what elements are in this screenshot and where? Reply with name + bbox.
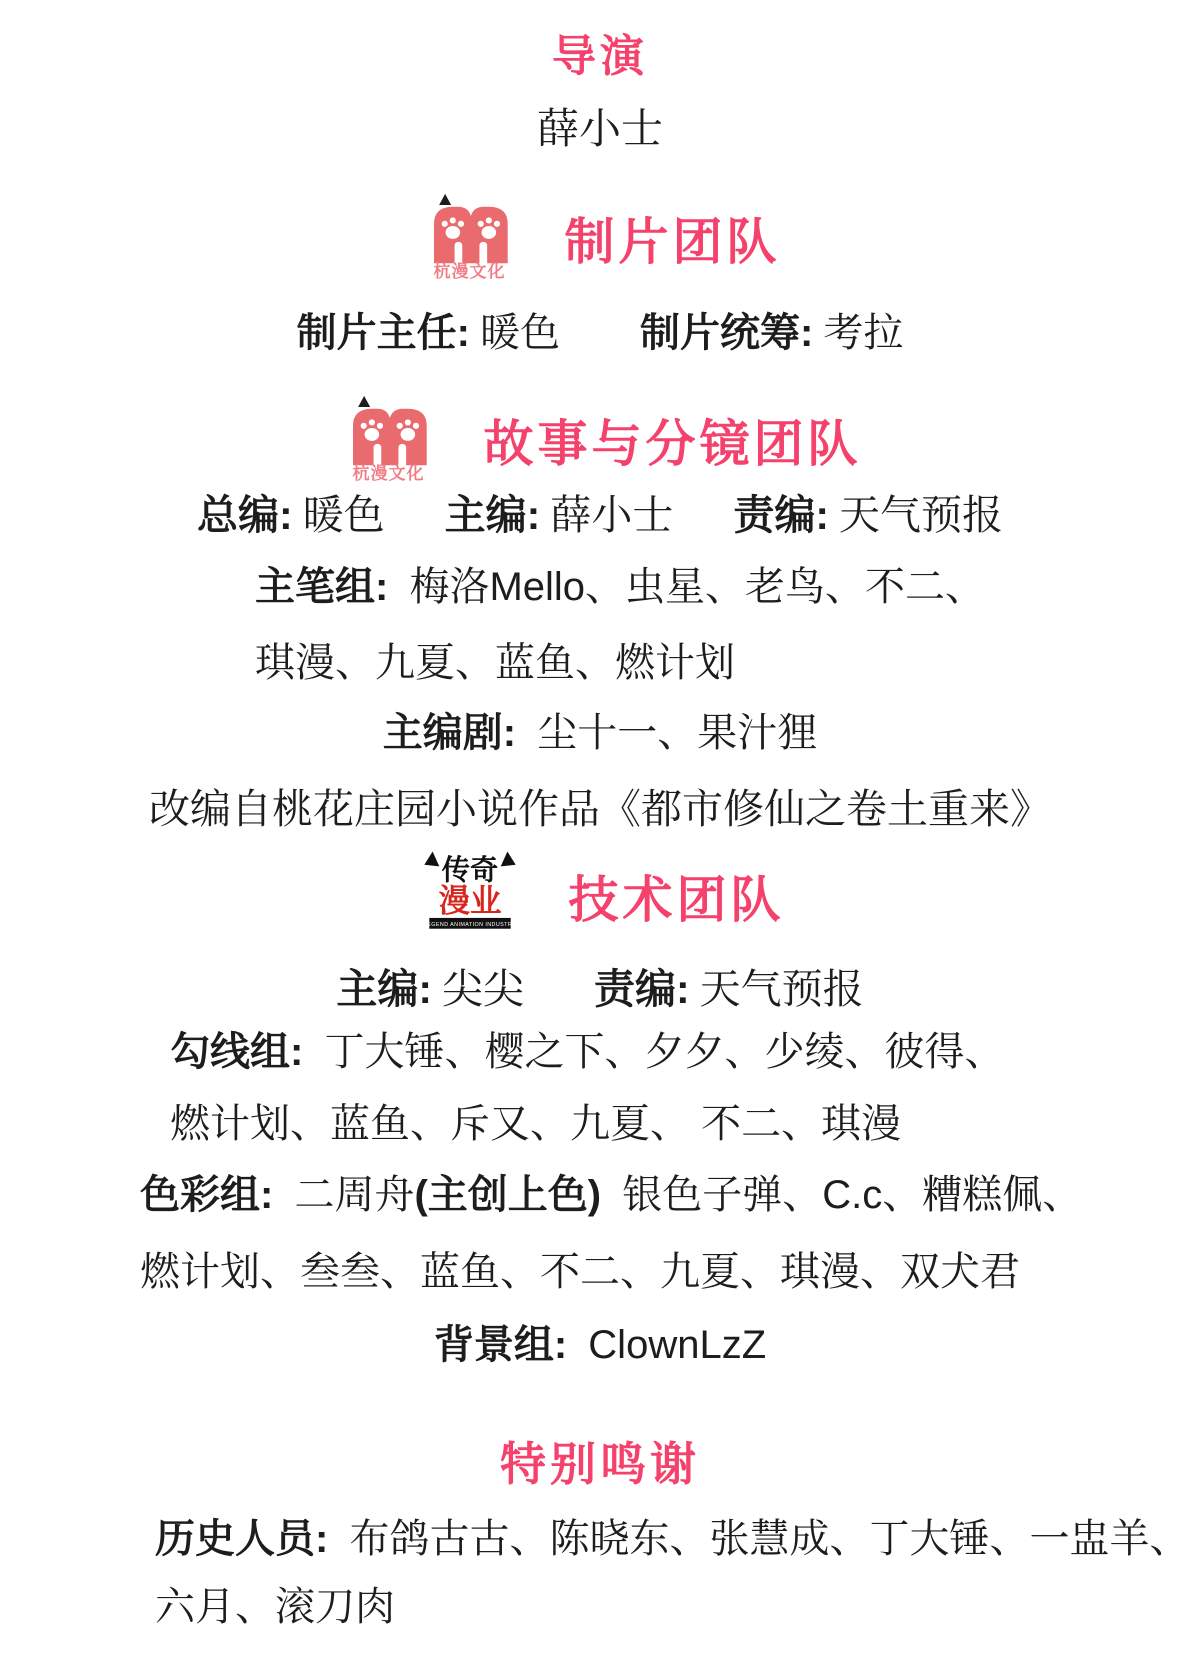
lineart-group-label: 勾线组: (170, 1030, 304, 1074)
production-chief-pair (297, 306, 560, 360)
legend-horn-right-icon (500, 851, 515, 866)
screenwriter-names: 尘十一、果汁狸 (537, 711, 818, 755)
responsible-editor-name: 天气预报 (838, 492, 1003, 538)
m-letter-shape (434, 207, 508, 264)
lineart-names-line-2: 燃计划、蓝鱼、斥又、九夏、 不二、琪漫 (170, 1102, 902, 1146)
production-chief-label: 制片主任: (296, 311, 470, 355)
chief-editor-label: 总编: (197, 492, 293, 538)
managing-editor-label: 主编: (444, 492, 541, 538)
history-names-line-1: 布鸽古古、陈晓东、张慧成、丁大锤、一盅羊、 (349, 1517, 1190, 1561)
hangman-m-logo-graphic (422, 193, 518, 265)
background-group-label: 背景组: (433, 1323, 568, 1367)
legend-top-text: 传奇 (441, 853, 498, 886)
legend-logo-graphic (416, 848, 524, 938)
history-label: 历史人员: (155, 1517, 329, 1561)
history-line-1 (155, 1512, 1189, 1566)
tech-responsible-editor-label: 责编: (594, 966, 690, 1012)
color-names-line-1: 银色子弹、C.c、糟糕佩、 (622, 1173, 1083, 1217)
screenwriter-label: 主编剧: (382, 711, 517, 755)
artists-names-line-2: 琪漫、九夏、蓝鱼、燃计划 (255, 641, 735, 685)
production-team-title: 制片团队 (564, 213, 781, 270)
artists-group-line-1 (255, 560, 985, 614)
chief-editor-pair (197, 488, 385, 542)
tech-managing-editor-name: 尖尖 (442, 966, 524, 1012)
m-letter-shape (353, 409, 427, 466)
managing-editor-pair (445, 488, 674, 542)
production-team-header (0, 193, 1200, 282)
background-artist-name: ClownLzZ (588, 1323, 767, 1367)
color-group-line-1 (140, 1168, 1082, 1222)
history-names-line-2: 六月、滚刀肉 (155, 1585, 395, 1629)
screenwriter-line (0, 706, 1200, 760)
tech-responsible-editor-pair (594, 962, 864, 1016)
adaptation-note: 改编自桃花庄园小说作品《都市修仙之卷土重来》 (149, 786, 1051, 832)
production-roles-row (0, 306, 1200, 360)
responsible-editor-pair (733, 488, 1003, 542)
legend-bottom-text: 漫业 (437, 882, 502, 919)
pencil-tip-icon (439, 194, 451, 205)
tech-managing-editor-label: 主编: (336, 966, 432, 1012)
hangman-culture-logo (420, 193, 520, 282)
legend-animation-logo (416, 848, 524, 943)
responsible-editor-label: 责编: (733, 492, 829, 538)
technical-editors-row (0, 962, 1200, 1016)
lineart-group-line-1 (170, 1025, 1004, 1079)
special-thanks-title: 特别鸣谢 (500, 1438, 700, 1490)
pencil-tip-icon (358, 396, 370, 407)
story-editors-row (0, 488, 1200, 542)
story-team-title: 故事与分镜团队 (483, 415, 862, 472)
hangman-brand-text: 杭漫文化 (352, 464, 425, 483)
lineart-names-line-1: 丁大锤、樱之下、夕夕、少绫、彼得、 (324, 1030, 1005, 1074)
production-coordinator-label: 制片统筹: (640, 311, 814, 355)
production-coordinator-name: 考拉 (823, 311, 904, 355)
color-lead-name: 二周舟 (294, 1173, 415, 1217)
tech-managing-editor-pair (336, 962, 524, 1016)
chief-editor-name: 暖色 (302, 492, 385, 538)
legend-horn-left-icon (424, 851, 439, 866)
color-lead-note: (主创上色) (414, 1173, 602, 1217)
background-group-line (0, 1318, 1200, 1372)
color-group-label: 色彩组: (140, 1173, 274, 1217)
artists-names-line-1: 梅洛Mello、虫星、老鸟、不二、 (409, 565, 986, 609)
production-chief-name: 暖色 (480, 311, 560, 355)
hangman-m-logo-graphic (341, 395, 437, 467)
story-team-header (0, 395, 1200, 484)
tech-responsible-editor-name: 天气预报 (699, 966, 864, 1012)
legend-caption-text: LEGEND ANIMATION INDUSTRY (423, 921, 516, 928)
artists-group-label: 主笔组: (255, 565, 389, 609)
hangman-brand-text: 杭漫文化 (433, 262, 506, 281)
director-section-title: 导演 (552, 32, 648, 81)
hangman-culture-logo (339, 395, 439, 484)
color-names-line-2: 燃计划、叁叁、蓝鱼、不二、九夏、琪漫、双犬君 (140, 1250, 1020, 1294)
production-coordinator-pair (640, 306, 903, 360)
technical-team-title: 技术团队 (568, 871, 785, 928)
technical-team-header (0, 848, 1200, 943)
managing-editor-name: 薛小士 (550, 492, 674, 538)
director-name: 薛小士 (536, 105, 663, 152)
